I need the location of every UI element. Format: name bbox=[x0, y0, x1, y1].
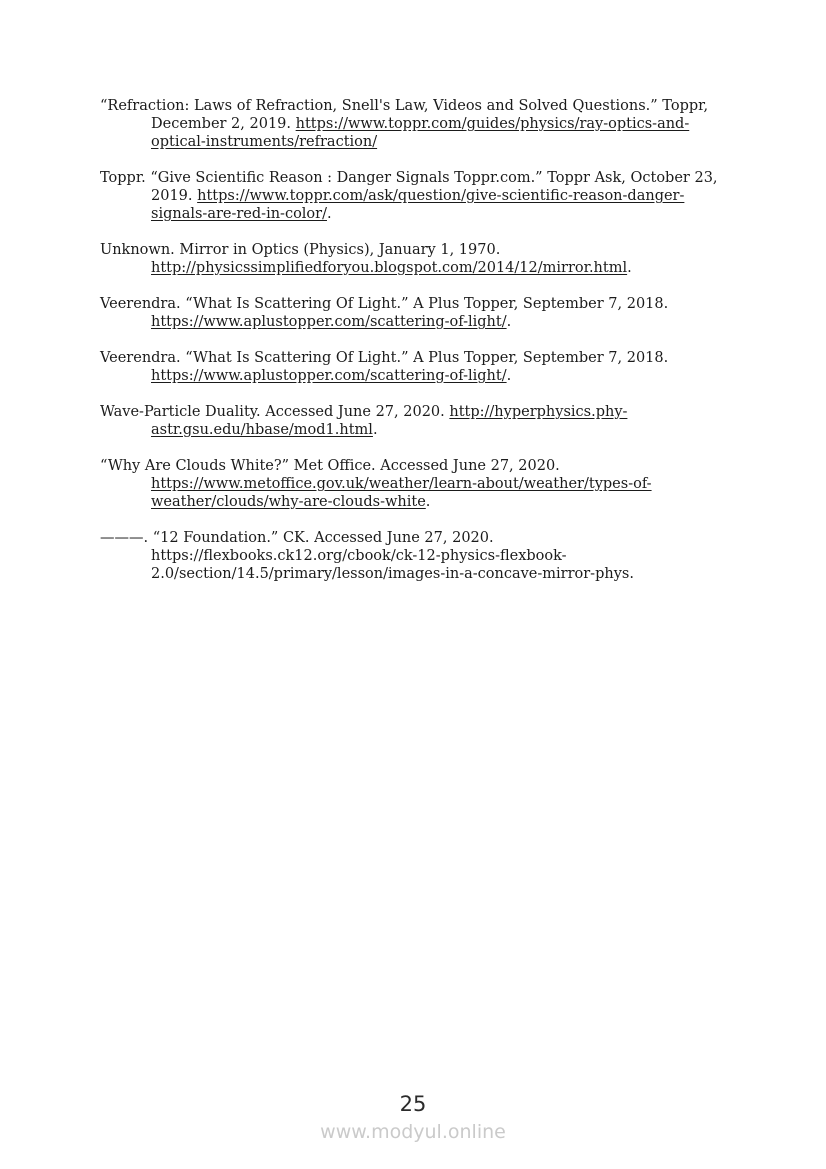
citation-link[interactable]: signals-are-red-in-color/ bbox=[151, 206, 327, 222]
bibliography-entry bbox=[100, 403, 740, 439]
citation-link[interactable]: optical-instruments/refraction/ bbox=[151, 134, 378, 150]
citation-link[interactable]: astr.gsu.edu/hbase/mod1.html bbox=[151, 422, 373, 438]
citation-link[interactable]: weather/clouds/why-are-clouds-white bbox=[151, 494, 426, 510]
citation-text: . bbox=[372, 422, 378, 438]
citation-text: . bbox=[425, 494, 431, 510]
citation-line bbox=[100, 115, 740, 133]
citation-line bbox=[100, 133, 740, 151]
citation-line bbox=[100, 367, 740, 385]
citation-text: Wave-Particle Duality. Accessed June 27, 2020. bbox=[100, 404, 450, 420]
citation-text: . bbox=[506, 314, 512, 330]
citation-line bbox=[100, 529, 740, 547]
citation-line bbox=[100, 457, 740, 475]
citation-link[interactable]: https://www.aplustopper.com/scattering-of-light/ bbox=[151, 314, 507, 330]
citation-text: 2.0/section/14.5/primary/lesson/images-in-a-concave-mirror-phys. bbox=[151, 566, 634, 582]
bibliography-entry bbox=[100, 97, 740, 151]
bibliography-entry bbox=[100, 529, 740, 583]
citation-line bbox=[100, 241, 740, 259]
citation-text: . bbox=[326, 206, 332, 222]
citation-text: Unknown. Mirror in Optics (Physics), January 1, 1970. bbox=[100, 242, 501, 258]
citation-line bbox=[100, 259, 740, 277]
bibliography-entry bbox=[100, 349, 740, 385]
bibliography-entry bbox=[100, 169, 740, 223]
citation-text: https://flexbooks.ck12.org/cbook/ck-12-physics-flexbook- bbox=[151, 548, 567, 564]
citation-line bbox=[100, 187, 740, 205]
bibliography-entry bbox=[100, 241, 740, 277]
citation-text: Veerendra. “What Is Scattering Of Light.” A Plus Topper, September 7, 2018. bbox=[100, 350, 669, 366]
citation-line bbox=[100, 169, 740, 187]
bibliography-entry bbox=[100, 457, 740, 511]
citation-text: . bbox=[627, 260, 632, 276]
citation-line bbox=[100, 475, 740, 493]
citation-line bbox=[100, 493, 740, 511]
citation-link[interactable]: https://www.toppr.com/ask/question/give-scientific-reason-danger- bbox=[197, 188, 685, 204]
citation-line bbox=[100, 349, 740, 367]
citation-link[interactable]: https://www.metoffice.gov.uk/weather/learn-about/weather/types-of- bbox=[151, 476, 652, 492]
citation-link[interactable]: http://physicssimplifiedforyou.blogspot.com/2014/12/mirror.html bbox=[151, 260, 628, 276]
citation-text: Toppr. “Give Scientific Reason : Danger Signals Toppr.com.” Toppr Ask, October 23, bbox=[100, 170, 718, 186]
citation-text: Veerendra. “What Is Scattering Of Light.” A Plus Topper, September 7, 2018. bbox=[100, 296, 669, 312]
citation-line bbox=[100, 295, 740, 313]
citation-link[interactable]: https://www.toppr.com/guides/physics/ray-optics-and- bbox=[295, 116, 690, 132]
citation-link[interactable]: https://www.aplustopper.com/scattering-of-light/ bbox=[151, 368, 507, 384]
citation-line bbox=[100, 313, 740, 331]
citation-text: December 2, 2019. bbox=[151, 116, 296, 132]
citation-text: 2019. bbox=[151, 188, 198, 204]
citation-link[interactable]: http://hyperphysics.phy- bbox=[449, 404, 628, 420]
citation-line bbox=[100, 565, 740, 583]
bibliography-entry bbox=[100, 295, 740, 331]
bibliography bbox=[100, 97, 740, 601]
citation-text: “Refraction: Laws of Refraction, Snell's Law, Videos and Solved Questions.” Toppr, bbox=[100, 98, 709, 114]
citation-line bbox=[100, 97, 740, 115]
citation-text: “Why Are Clouds White?” Met Office. Accessed June 27, 2020. bbox=[100, 458, 560, 474]
citation-line bbox=[100, 403, 740, 421]
citation-text: ———. “12 Foundation.” CK. Accessed June 27, 2020. bbox=[100, 530, 494, 546]
citation-line bbox=[100, 421, 740, 439]
citation-text: . bbox=[506, 368, 512, 384]
citation-line bbox=[100, 547, 740, 565]
page-number: 25 bbox=[399, 1092, 427, 1116]
watermark-url: www.modyul.online bbox=[320, 1121, 506, 1143]
citation-line bbox=[100, 205, 740, 223]
